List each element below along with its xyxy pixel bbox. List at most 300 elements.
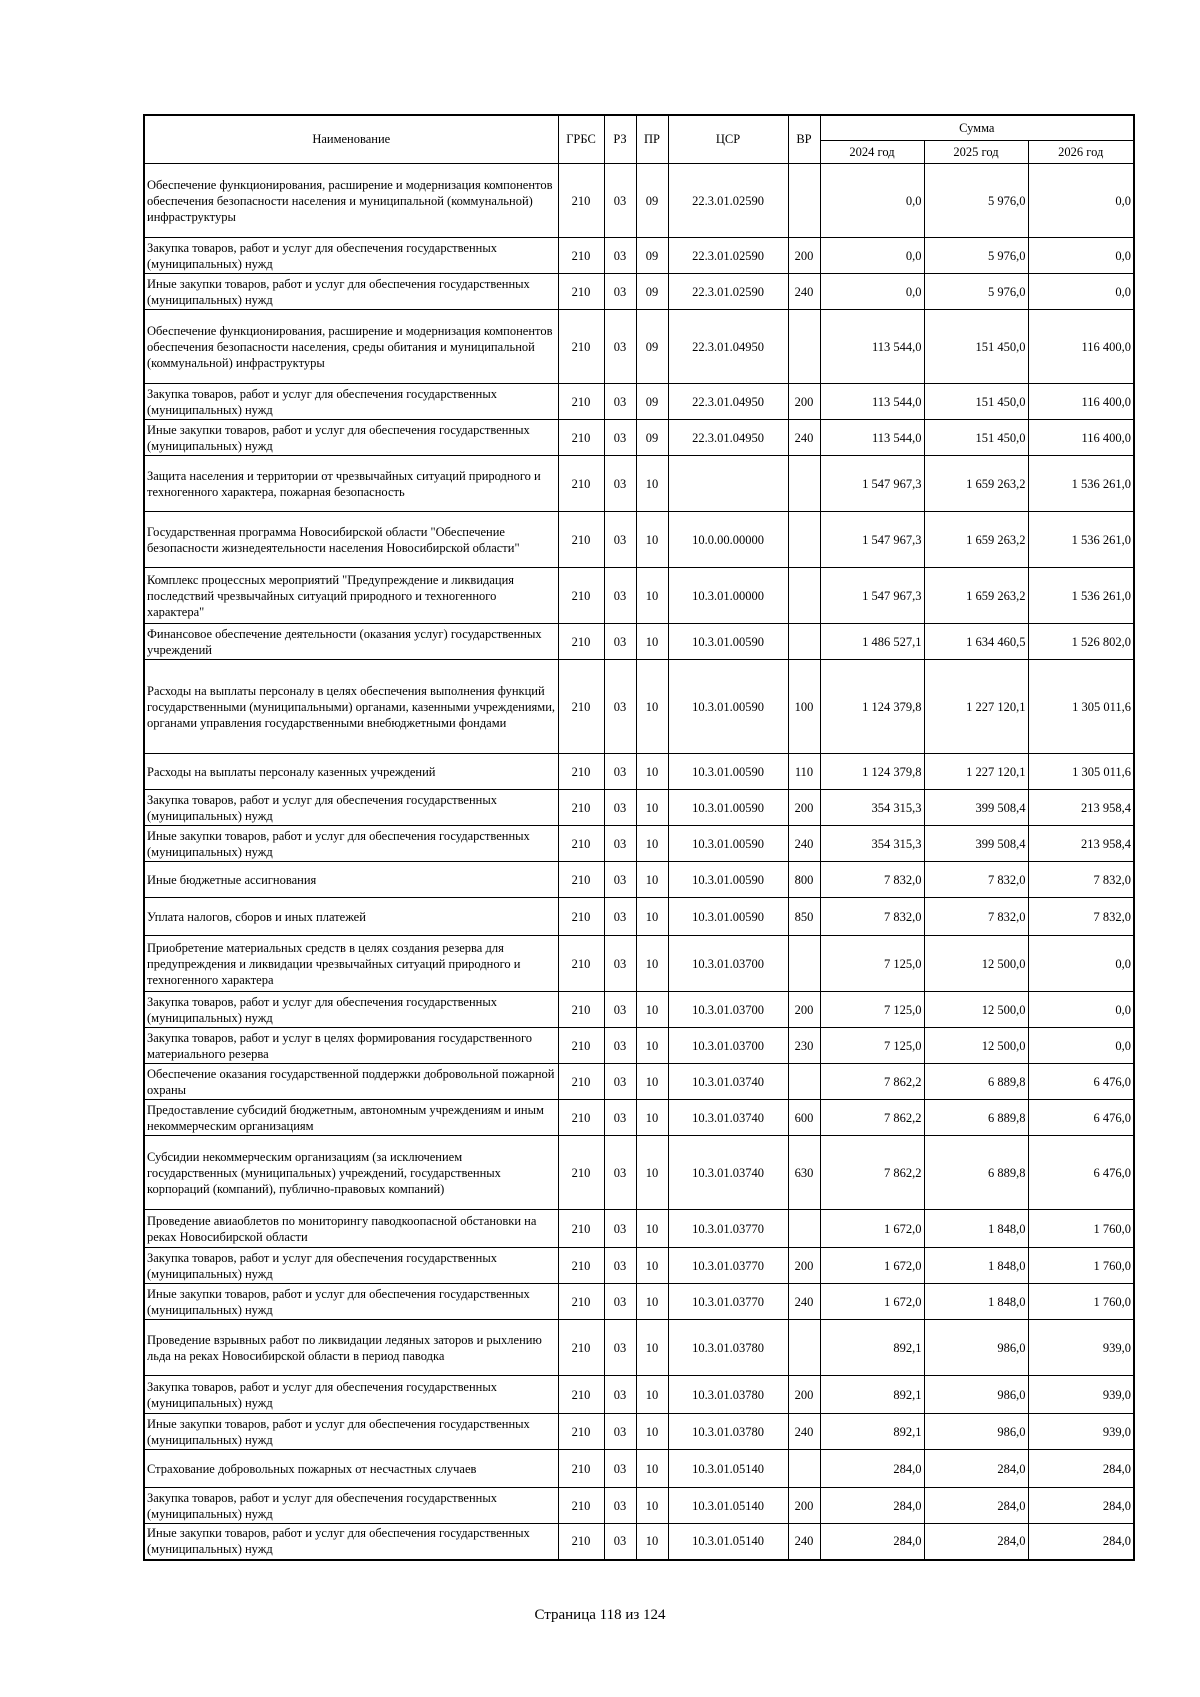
header-csr: ЦСР [668, 115, 788, 164]
cell-2024: 1 547 967,3 [820, 512, 924, 568]
cell-grbs: 210 [558, 1028, 604, 1064]
table-row [144, 1028, 1134, 1064]
cell-grbs: 210 [558, 754, 604, 790]
cell-pr: 10 [636, 624, 668, 660]
cell-rz: 03 [604, 936, 636, 992]
cell-name: Расходы на выплаты персоналу в целях обеспечения выполнения функций государственными (муниципальными) органами, казенными учреждениями, органами управления государственными внебюджетными фондами [144, 660, 558, 754]
cell-csr: 10.0.00.00000 [668, 512, 788, 568]
cell-2024: 1 672,0 [820, 1210, 924, 1248]
cell-grbs: 210 [558, 790, 604, 826]
cell-2025: 5 976,0 [924, 164, 1028, 238]
cell-rz: 03 [604, 1376, 636, 1414]
cell-pr: 10 [636, 1064, 668, 1100]
cell-2024: 7 862,2 [820, 1064, 924, 1100]
cell-2025: 151 450,0 [924, 310, 1028, 384]
cell-pr: 10 [636, 936, 668, 992]
cell-vr: 230 [788, 1028, 820, 1064]
cell-2026: 0,0 [1028, 238, 1134, 274]
cell-2026: 1 305 011,6 [1028, 754, 1134, 790]
table-row [144, 1414, 1134, 1450]
cell-name: Закупка товаров, работ и услуг для обеспечения государственных (муниципальных) нужд [144, 1488, 558, 1524]
cell-grbs: 210 [558, 936, 604, 992]
cell-csr: 10.3.01.03740 [668, 1136, 788, 1210]
cell-csr: 10.3.01.03770 [668, 1284, 788, 1320]
cell-pr: 10 [636, 862, 668, 898]
cell-vr: 110 [788, 754, 820, 790]
cell-2025: 986,0 [924, 1320, 1028, 1376]
cell-2024: 0,0 [820, 238, 924, 274]
cell-grbs: 210 [558, 1376, 604, 1414]
cell-2026: 1 760,0 [1028, 1210, 1134, 1248]
cell-pr: 10 [636, 1488, 668, 1524]
cell-grbs: 210 [558, 238, 604, 274]
cell-pr: 10 [636, 992, 668, 1028]
cell-2026: 213 958,4 [1028, 790, 1134, 826]
cell-2024: 7 832,0 [820, 898, 924, 936]
cell-csr: 10.3.01.03770 [668, 1210, 788, 1248]
cell-2025: 1 227 120,1 [924, 754, 1028, 790]
cell-pr: 09 [636, 274, 668, 310]
cell-name: Иные закупки товаров, работ и услуг для обеспечения государственных (муниципальных) нужд [144, 826, 558, 862]
cell-pr: 10 [636, 1284, 668, 1320]
cell-2026: 1 536 261,0 [1028, 456, 1134, 512]
cell-2026: 1 760,0 [1028, 1284, 1134, 1320]
cell-grbs: 210 [558, 992, 604, 1028]
cell-rz: 03 [604, 660, 636, 754]
table-row [144, 1450, 1134, 1488]
cell-2026: 284,0 [1028, 1488, 1134, 1524]
cell-name: Проведение авиаоблетов по мониторингу паводкоопасной обстановки на реках Новосибирской области [144, 1210, 558, 1248]
cell-2025: 6 889,8 [924, 1136, 1028, 1210]
cell-csr: 22.3.01.02590 [668, 238, 788, 274]
cell-2025: 6 889,8 [924, 1064, 1028, 1100]
cell-vr [788, 1450, 820, 1488]
cell-vr: 630 [788, 1136, 820, 1210]
cell-vr: 240 [788, 1524, 820, 1560]
cell-2025: 151 450,0 [924, 384, 1028, 420]
cell-2025: 6 889,8 [924, 1100, 1028, 1136]
cell-grbs: 210 [558, 1524, 604, 1560]
cell-pr: 10 [636, 456, 668, 512]
table-row [144, 754, 1134, 790]
cell-vr: 200 [788, 790, 820, 826]
cell-csr [668, 456, 788, 512]
cell-pr: 10 [636, 1028, 668, 1064]
cell-rz: 03 [604, 1320, 636, 1376]
cell-csr: 10.3.01.03770 [668, 1248, 788, 1284]
cell-vr: 800 [788, 862, 820, 898]
cell-2024: 892,1 [820, 1376, 924, 1414]
cell-vr: 200 [788, 1248, 820, 1284]
cell-pr: 10 [636, 1248, 668, 1284]
header-vr: ВР [788, 115, 820, 164]
cell-rz: 03 [604, 1284, 636, 1320]
table-row [144, 456, 1134, 512]
header-2026: 2026 год [1028, 141, 1134, 164]
cell-csr: 10.3.01.00590 [668, 898, 788, 936]
header-2025: 2025 год [924, 141, 1028, 164]
cell-2025: 151 450,0 [924, 420, 1028, 456]
cell-vr [788, 1210, 820, 1248]
header-grbs: ГРБС [558, 115, 604, 164]
cell-grbs: 210 [558, 420, 604, 456]
cell-vr: 240 [788, 1414, 820, 1450]
cell-2026: 284,0 [1028, 1524, 1134, 1560]
cell-rz: 03 [604, 1210, 636, 1248]
cell-name: Иные бюджетные ассигнования [144, 862, 558, 898]
cell-vr: 200 [788, 1376, 820, 1414]
cell-2025: 12 500,0 [924, 992, 1028, 1028]
cell-2026: 0,0 [1028, 936, 1134, 992]
cell-grbs: 210 [558, 274, 604, 310]
cell-2024: 113 544,0 [820, 310, 924, 384]
cell-pr: 10 [636, 826, 668, 862]
cell-2026: 0,0 [1028, 992, 1134, 1028]
cell-rz: 03 [604, 310, 636, 384]
table-row [144, 164, 1134, 238]
cell-2024: 7 125,0 [820, 992, 924, 1028]
cell-rz: 03 [604, 456, 636, 512]
cell-rz: 03 [604, 568, 636, 624]
cell-name: Обеспечение функционирования, расширение и модернизация компонентов обеспечения безопасности населения, среды обитания и муниципальной (коммунальной) инфраструктуры [144, 310, 558, 384]
cell-pr: 10 [636, 898, 668, 936]
cell-grbs: 210 [558, 1100, 604, 1136]
cell-csr: 22.3.01.02590 [668, 164, 788, 238]
cell-grbs: 210 [558, 660, 604, 754]
cell-rz: 03 [604, 1248, 636, 1284]
cell-csr: 10.3.01.00000 [668, 568, 788, 624]
cell-rz: 03 [604, 790, 636, 826]
table-row [144, 790, 1134, 826]
cell-rz: 03 [604, 1450, 636, 1488]
cell-vr [788, 624, 820, 660]
cell-pr: 10 [636, 1210, 668, 1248]
cell-rz: 03 [604, 862, 636, 898]
cell-grbs: 210 [558, 456, 604, 512]
cell-vr [788, 936, 820, 992]
table-row [144, 274, 1134, 310]
cell-name: Обеспечение оказания государственной поддержки добровольной пожарной охраны [144, 1064, 558, 1100]
cell-pr: 10 [636, 1100, 668, 1136]
cell-pr: 09 [636, 164, 668, 238]
cell-csr: 10.3.01.05140 [668, 1488, 788, 1524]
cell-2026: 0,0 [1028, 1028, 1134, 1064]
cell-grbs: 210 [558, 1248, 604, 1284]
cell-2024: 7 862,2 [820, 1100, 924, 1136]
cell-2024: 7 862,2 [820, 1136, 924, 1210]
cell-2026: 116 400,0 [1028, 420, 1134, 456]
cell-2026: 213 958,4 [1028, 826, 1134, 862]
cell-csr: 22.3.01.04950 [668, 384, 788, 420]
cell-rz: 03 [604, 1524, 636, 1560]
cell-vr: 200 [788, 238, 820, 274]
cell-2025: 1 848,0 [924, 1210, 1028, 1248]
header-sum: Сумма [820, 115, 1134, 141]
cell-2026: 6 476,0 [1028, 1064, 1134, 1100]
cell-2026: 1 305 011,6 [1028, 660, 1134, 754]
cell-2025: 12 500,0 [924, 936, 1028, 992]
cell-2025: 1 659 263,2 [924, 512, 1028, 568]
cell-rz: 03 [604, 1100, 636, 1136]
table-row [144, 1248, 1134, 1284]
cell-2026: 7 832,0 [1028, 898, 1134, 936]
cell-name: Закупка товаров, работ и услуг для обеспечения государственных (муниципальных) нужд [144, 1248, 558, 1284]
cell-name: Закупка товаров, работ и услуг для обеспечения государственных (муниципальных) нужд [144, 1376, 558, 1414]
cell-2026: 939,0 [1028, 1376, 1134, 1414]
cell-pr: 10 [636, 1414, 668, 1450]
table-row [144, 1376, 1134, 1414]
cell-name: Иные закупки товаров, работ и услуг для обеспечения государственных (муниципальных) нужд [144, 274, 558, 310]
table-row [144, 936, 1134, 992]
cell-name: Обеспечение функционирования, расширение и модернизация компонентов обеспечения безопасности населения и муниципальной (коммунальной) инфраструктуры [144, 164, 558, 238]
cell-2024: 284,0 [820, 1488, 924, 1524]
cell-grbs: 210 [558, 1320, 604, 1376]
cell-rz: 03 [604, 624, 636, 660]
cell-2026: 1 536 261,0 [1028, 568, 1134, 624]
cell-grbs: 210 [558, 898, 604, 936]
cell-grbs: 210 [558, 1450, 604, 1488]
cell-csr: 10.3.01.00590 [668, 754, 788, 790]
cell-pr: 10 [636, 512, 668, 568]
cell-rz: 03 [604, 274, 636, 310]
cell-2025: 399 508,4 [924, 790, 1028, 826]
cell-name: Закупка товаров, работ и услуг в целях формирования государственного материального резерва [144, 1028, 558, 1064]
cell-pr: 10 [636, 568, 668, 624]
cell-vr: 600 [788, 1100, 820, 1136]
cell-vr: 240 [788, 420, 820, 456]
cell-vr: 100 [788, 660, 820, 754]
header-rz: РЗ [604, 115, 636, 164]
cell-rz: 03 [604, 164, 636, 238]
table-row [144, 1100, 1134, 1136]
cell-rz: 03 [604, 384, 636, 420]
table-row [144, 992, 1134, 1028]
cell-vr [788, 456, 820, 512]
cell-2024: 0,0 [820, 274, 924, 310]
cell-2025: 7 832,0 [924, 898, 1028, 936]
cell-rz: 03 [604, 898, 636, 936]
cell-vr: 200 [788, 992, 820, 1028]
cell-name: Расходы на выплаты персоналу казенных учреждений [144, 754, 558, 790]
cell-2024: 7 125,0 [820, 936, 924, 992]
cell-rz: 03 [604, 826, 636, 862]
cell-pr: 10 [636, 790, 668, 826]
cell-2025: 1 634 460,5 [924, 624, 1028, 660]
cell-2025: 986,0 [924, 1376, 1028, 1414]
cell-name: Государственная программа Новосибирской области "Обеспечение безопасности жизнедеятельности населения Новосибирской области" [144, 512, 558, 568]
cell-name: Уплата налогов, сборов и иных платежей [144, 898, 558, 936]
cell-grbs: 210 [558, 1136, 604, 1210]
cell-2024: 113 544,0 [820, 384, 924, 420]
cell-pr: 10 [636, 1524, 668, 1560]
cell-2026: 116 400,0 [1028, 310, 1134, 384]
cell-csr: 10.3.01.05140 [668, 1450, 788, 1488]
cell-2025: 986,0 [924, 1414, 1028, 1450]
cell-2025: 7 832,0 [924, 862, 1028, 898]
cell-name: Иные закупки товаров, работ и услуг для обеспечения государственных (муниципальных) нужд [144, 1414, 558, 1450]
table-body [144, 164, 1134, 1560]
cell-pr: 10 [636, 1450, 668, 1488]
cell-csr: 10.3.01.00590 [668, 826, 788, 862]
cell-2026: 1 536 261,0 [1028, 512, 1134, 568]
cell-2024: 1 486 527,1 [820, 624, 924, 660]
cell-csr: 10.3.01.03780 [668, 1376, 788, 1414]
table-row [144, 1488, 1134, 1524]
cell-rz: 03 [604, 512, 636, 568]
cell-rz: 03 [604, 1028, 636, 1064]
cell-2024: 7 832,0 [820, 862, 924, 898]
cell-vr: 850 [788, 898, 820, 936]
header-name: Наименование [144, 115, 558, 164]
table-row [144, 384, 1134, 420]
cell-pr: 10 [636, 1320, 668, 1376]
cell-rz: 03 [604, 992, 636, 1028]
cell-vr: 240 [788, 1284, 820, 1320]
cell-grbs: 210 [558, 1488, 604, 1524]
cell-2024: 1 124 379,8 [820, 660, 924, 754]
cell-2024: 1 672,0 [820, 1248, 924, 1284]
cell-2025: 12 500,0 [924, 1028, 1028, 1064]
cell-2025: 1 659 263,2 [924, 568, 1028, 624]
cell-2025: 1 848,0 [924, 1284, 1028, 1320]
cell-grbs: 210 [558, 310, 604, 384]
cell-grbs: 210 [558, 512, 604, 568]
budget-table [143, 114, 1135, 1561]
header-pr: ПР [636, 115, 668, 164]
cell-2025: 1 227 120,1 [924, 660, 1028, 754]
table-header [144, 115, 1134, 164]
table-row [144, 568, 1134, 624]
cell-name: Страхование добровольных пожарных от несчастных случаев [144, 1450, 558, 1488]
cell-pr: 10 [636, 660, 668, 754]
cell-csr: 10.3.01.00590 [668, 660, 788, 754]
cell-2025: 5 976,0 [924, 238, 1028, 274]
table-row [144, 898, 1134, 936]
cell-csr: 22.3.01.04950 [668, 420, 788, 456]
cell-2024: 1 124 379,8 [820, 754, 924, 790]
cell-csr: 10.3.01.00590 [668, 624, 788, 660]
cell-grbs: 210 [558, 862, 604, 898]
cell-2026: 6 476,0 [1028, 1136, 1134, 1210]
cell-rz: 03 [604, 420, 636, 456]
cell-2024: 892,1 [820, 1414, 924, 1450]
cell-grbs: 210 [558, 1284, 604, 1320]
cell-pr: 10 [636, 754, 668, 790]
cell-pr: 09 [636, 420, 668, 456]
cell-rz: 03 [604, 1488, 636, 1524]
cell-csr: 22.3.01.04950 [668, 310, 788, 384]
cell-2026: 7 832,0 [1028, 862, 1134, 898]
cell-grbs: 210 [558, 568, 604, 624]
cell-csr: 10.3.01.05140 [668, 1524, 788, 1560]
cell-vr [788, 568, 820, 624]
cell-2024: 354 315,3 [820, 826, 924, 862]
cell-csr: 10.3.01.03700 [668, 992, 788, 1028]
cell-grbs: 210 [558, 1210, 604, 1248]
cell-rz: 03 [604, 1136, 636, 1210]
cell-name: Предоставление субсидий бюджетным, автономным учреждениям и иным некоммерческим организациям [144, 1100, 558, 1136]
cell-vr [788, 310, 820, 384]
cell-pr: 10 [636, 1136, 668, 1210]
cell-2026: 1 760,0 [1028, 1248, 1134, 1284]
table-row [144, 660, 1134, 754]
table-row [144, 310, 1134, 384]
cell-2025: 1 848,0 [924, 1248, 1028, 1284]
cell-rz: 03 [604, 238, 636, 274]
cell-pr: 09 [636, 238, 668, 274]
table-row [144, 1320, 1134, 1376]
cell-name: Закупка товаров, работ и услуг для обеспечения государственных (муниципальных) нужд [144, 790, 558, 826]
cell-name: Иные закупки товаров, работ и услуг для обеспечения государственных (муниципальных) нужд [144, 420, 558, 456]
cell-name: Закупка товаров, работ и услуг для обеспечения государственных (муниципальных) нужд [144, 238, 558, 274]
cell-csr: 10.3.01.03780 [668, 1414, 788, 1450]
cell-2025: 284,0 [924, 1450, 1028, 1488]
table-row [144, 1136, 1134, 1210]
table-row [144, 624, 1134, 660]
cell-vr [788, 1320, 820, 1376]
cell-name: Субсидии некоммерческим организациям (за исключением государственных (муниципальных) учреждений, государственных корпораций (компаний), публично-правовых компаний) [144, 1136, 558, 1210]
cell-2024: 892,1 [820, 1320, 924, 1376]
cell-grbs: 210 [558, 1064, 604, 1100]
table-row [144, 1284, 1134, 1320]
cell-csr: 10.3.01.03780 [668, 1320, 788, 1376]
cell-grbs: 210 [558, 1414, 604, 1450]
table-row [144, 862, 1134, 898]
cell-name: Закупка товаров, работ и услуг для обеспечения государственных (муниципальных) нужд [144, 992, 558, 1028]
cell-csr: 10.3.01.00590 [668, 862, 788, 898]
cell-2026: 0,0 [1028, 274, 1134, 310]
cell-2026: 0,0 [1028, 164, 1134, 238]
cell-vr: 200 [788, 384, 820, 420]
cell-2026: 6 476,0 [1028, 1100, 1134, 1136]
cell-vr: 200 [788, 1488, 820, 1524]
table-row [144, 512, 1134, 568]
page-number: Страница 118 из 124 [534, 1607, 666, 1623]
cell-csr: 10.3.01.03740 [668, 1064, 788, 1100]
cell-name: Комплекс процессных мероприятий "Предупреждение и ликвидация последствий чрезвычайных ситуаций природного и техногенного характера" [144, 568, 558, 624]
cell-rz: 03 [604, 1414, 636, 1450]
table-row [144, 826, 1134, 862]
cell-vr: 240 [788, 826, 820, 862]
cell-2025: 5 976,0 [924, 274, 1028, 310]
cell-name: Закупка товаров, работ и услуг для обеспечения государственных (муниципальных) нужд [144, 384, 558, 420]
table-row [144, 1064, 1134, 1100]
table-row [144, 238, 1134, 274]
cell-grbs: 210 [558, 164, 604, 238]
cell-2024: 1 547 967,3 [820, 456, 924, 512]
cell-name: Проведение взрывных работ по ликвидации ледяных заторов и рыхлению льда на реках Новосибирской области в период паводка [144, 1320, 558, 1376]
cell-2024: 1 672,0 [820, 1284, 924, 1320]
table-row [144, 1210, 1134, 1248]
cell-grbs: 210 [558, 826, 604, 862]
cell-2024: 1 547 967,3 [820, 568, 924, 624]
cell-csr: 10.3.01.03700 [668, 1028, 788, 1064]
table-row [144, 420, 1134, 456]
cell-2024: 284,0 [820, 1450, 924, 1488]
cell-2025: 284,0 [924, 1488, 1028, 1524]
cell-pr: 10 [636, 1376, 668, 1414]
cell-vr [788, 164, 820, 238]
cell-2026: 939,0 [1028, 1320, 1134, 1376]
cell-2026: 939,0 [1028, 1414, 1134, 1450]
cell-2026: 116 400,0 [1028, 384, 1134, 420]
cell-2024: 7 125,0 [820, 1028, 924, 1064]
cell-2024: 284,0 [820, 1524, 924, 1560]
cell-2024: 354 315,3 [820, 790, 924, 826]
cell-csr: 10.3.01.00590 [668, 790, 788, 826]
cell-2025: 1 659 263,2 [924, 456, 1028, 512]
cell-2025: 399 508,4 [924, 826, 1028, 862]
